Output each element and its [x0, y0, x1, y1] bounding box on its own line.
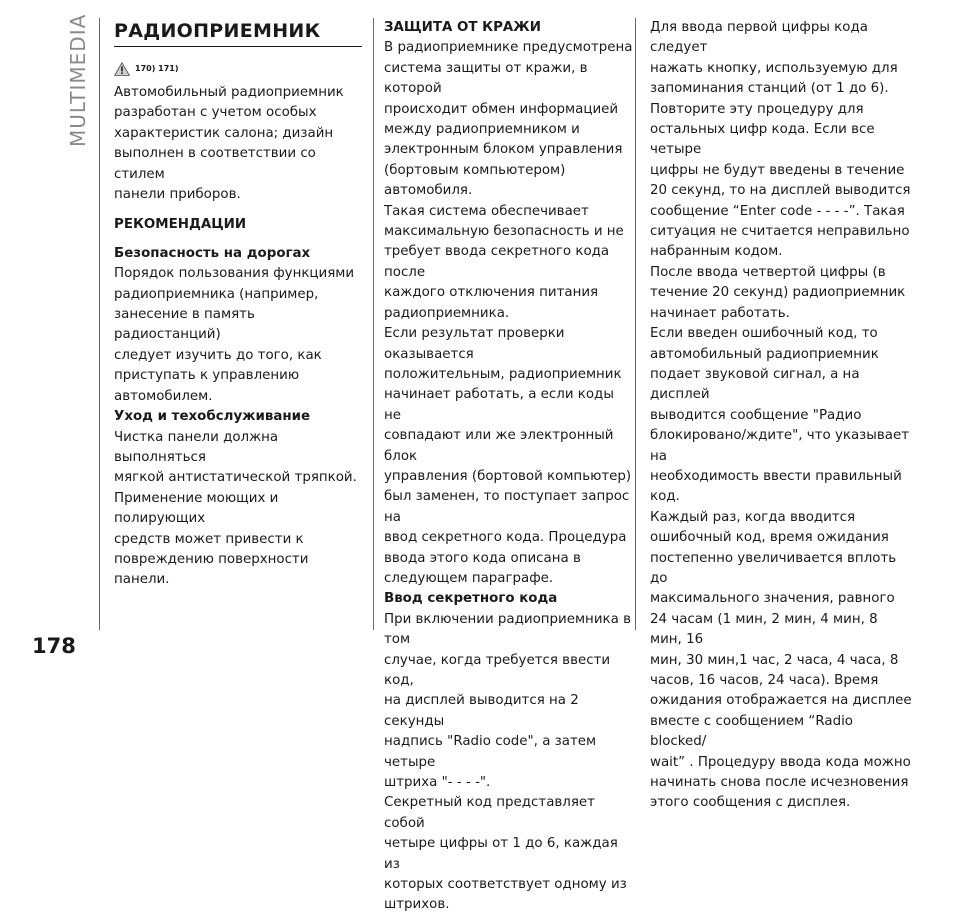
road-safety-heading: Безопасность на дорогах [114, 245, 311, 261]
text-line: ситуация не считается неправильно [650, 224, 910, 240]
warning-references: 170) 171) [135, 63, 179, 73]
text-line: Чистка панели должна выполняться [114, 429, 279, 465]
text-line: Если результат проверки оказывается [384, 326, 565, 362]
text-line: следующем параграфе. [384, 570, 554, 586]
text-line: надпись "Radio code", а затем четыре [384, 734, 597, 770]
text-line: автомобилем. [114, 388, 213, 404]
text-line: Такая система обеспечивает [384, 203, 589, 219]
text-line: система защиты от кражи, в которой [384, 60, 588, 97]
warning-triangle-icon [114, 62, 130, 76]
text-line: течение 20 секунд) радиоприемник [650, 285, 906, 301]
text-line: выполнен в соответствии со стилем [114, 146, 316, 182]
text-line: радиоприемника. [384, 305, 510, 321]
warning-row [114, 61, 364, 77]
text-line: ошибочный код, время ожидания [650, 530, 889, 546]
text-line: требует ввода секретного кода после [384, 244, 610, 280]
text-line: характеристик салона; дизайн [114, 125, 334, 141]
text-line: панели приборов. [114, 187, 241, 203]
text-line: Повторите эту процедуру для [650, 101, 864, 117]
text-line: ожидания отображается на дисплее [650, 693, 912, 709]
text-line: Автомобильный радиоприемник [114, 85, 344, 100]
column-3 [650, 18, 912, 814]
column-divider-2 [635, 18, 636, 630]
text-line: цифры не будут введены в течение [650, 162, 905, 178]
text-line: нажать кнопку, используемую для [650, 60, 898, 76]
text-line: wait” . Процедуру ввода кода можно [650, 754, 911, 770]
text-line: автомобильный радиоприемник [650, 346, 879, 362]
code-entry-heading: Ввод секретного кода [384, 591, 558, 607]
text-line: Секретный код представляет собой [384, 795, 595, 831]
care-heading: Уход и техобслуживание [114, 409, 311, 425]
text-line: ввод секретного кода. Процедура [384, 530, 627, 546]
text-line: начинает работать. [650, 305, 790, 321]
text-line: занесение в память радиостанций) [114, 307, 255, 343]
text-line: вместе с сообщением “Radio blocked/ [650, 713, 853, 750]
text-line: ввода этого кода описана в [384, 550, 581, 566]
column-2 [384, 18, 634, 916]
text-line: начинает работать, а если коды не [384, 387, 614, 423]
text-line: этого сообщения с дисплея. [650, 795, 851, 811]
text-line: Применение моющих и полирующих [114, 490, 279, 527]
text-line: выводится сообщение "Радио [650, 407, 862, 423]
page-title: РАДИОПРИЕМНИК [114, 18, 362, 47]
text-line: часов, 16 часов, 24 часа). Время [650, 673, 879, 688]
text-line: постепенно увеличивается вплоть до [650, 550, 897, 586]
text-line: штриха "- - - -". [384, 775, 491, 791]
section-label: MULTIMEDIA [66, 14, 90, 148]
text-line: следует изучить до того, как [114, 347, 322, 363]
text-line: мягкой антистатической тряпкой. [114, 470, 357, 486]
text-line: радиоприемника (например, [114, 286, 319, 302]
text-line: приступать к управлению [114, 368, 300, 384]
left-divider [99, 18, 100, 630]
text-line: штрихов. [384, 897, 450, 913]
text-line: разработан с учетом особых [114, 105, 317, 121]
text-line: каждого отключения питания [384, 285, 599, 301]
text-line: начинать снова после исчезновения [650, 775, 909, 791]
text-line: четыре цифры от 1 до 6, каждая из [384, 836, 618, 872]
column-divider-1 [373, 18, 374, 630]
text-line: которых соответствует одному из [384, 877, 627, 893]
text-line: Каждый раз, когда вводится [650, 509, 856, 525]
text-line: блокировано/ждите", что указывает на [650, 428, 909, 464]
text-line: После ввода четвертой цифры (в [650, 264, 886, 280]
text-line: случае, когда требуется ввести код, [384, 652, 611, 688]
text-line: был заменен, то поступает запрос на [384, 489, 630, 525]
text-line: подает звуковой сигнал, а на дисплей [650, 366, 860, 403]
text-line: Для ввода первой цифры кода следует [650, 20, 868, 56]
text-line: повреждению поверхности панели. [114, 551, 309, 588]
text-line: код. [650, 489, 680, 505]
text-line: между радиоприемником и [384, 122, 580, 138]
text-line: 20 секунд, то на дисплей выводится [650, 183, 911, 199]
text-line: набранным кодом. [650, 244, 783, 260]
anti-theft-heading: ЗАЩИТА ОТ КРАЖИ [384, 20, 541, 35]
text-line: При включении радиоприемника в том [384, 611, 631, 648]
text-line: происходит обмен информацией [384, 101, 619, 117]
text-line: средств может привести к [114, 531, 304, 547]
column-1 [114, 18, 364, 591]
text-line: на дисплей выводится на 2 секунды [384, 693, 579, 729]
text-line: управления (бортовой компьютер) [384, 468, 632, 484]
text-line: совпадают или же электронный блок [384, 428, 614, 464]
text-line: (бортовым компьютером) автомобиля. [384, 162, 566, 199]
text-line: остальных цифр кода. Если все четыре [650, 122, 875, 158]
text-line: максимального значения, равного [650, 591, 895, 607]
text-line: электронным блоком управления [384, 142, 623, 158]
text-line: максимальную безопасность и не [384, 224, 624, 240]
page-number: 178 [32, 634, 76, 658]
text-line: В радиоприемнике предусмотрена [384, 40, 633, 56]
text-line: мин, 30 мин,1 час, 2 часа, 4 часа, 8 [650, 652, 899, 668]
text-line: необходимость ввести правильный [650, 468, 902, 484]
intro-paragraph [114, 83, 364, 205]
text-line: сообщение “Enter code - - - -”. Такая [650, 203, 905, 219]
recommendations-heading: РЕКОМЕНДАЦИИ [114, 217, 247, 233]
text-line: запоминания станций (от 1 до 6). [650, 81, 889, 97]
text-line: 24 часам (1 мин, 2 мин, 4 мин, 8 мин, 16 [650, 611, 878, 648]
text-line: положительным, радиоприемник [384, 366, 622, 382]
text-line: Если введен ошибочный код, то [650, 326, 878, 342]
text-line: Порядок пользования функциями [114, 266, 355, 282]
